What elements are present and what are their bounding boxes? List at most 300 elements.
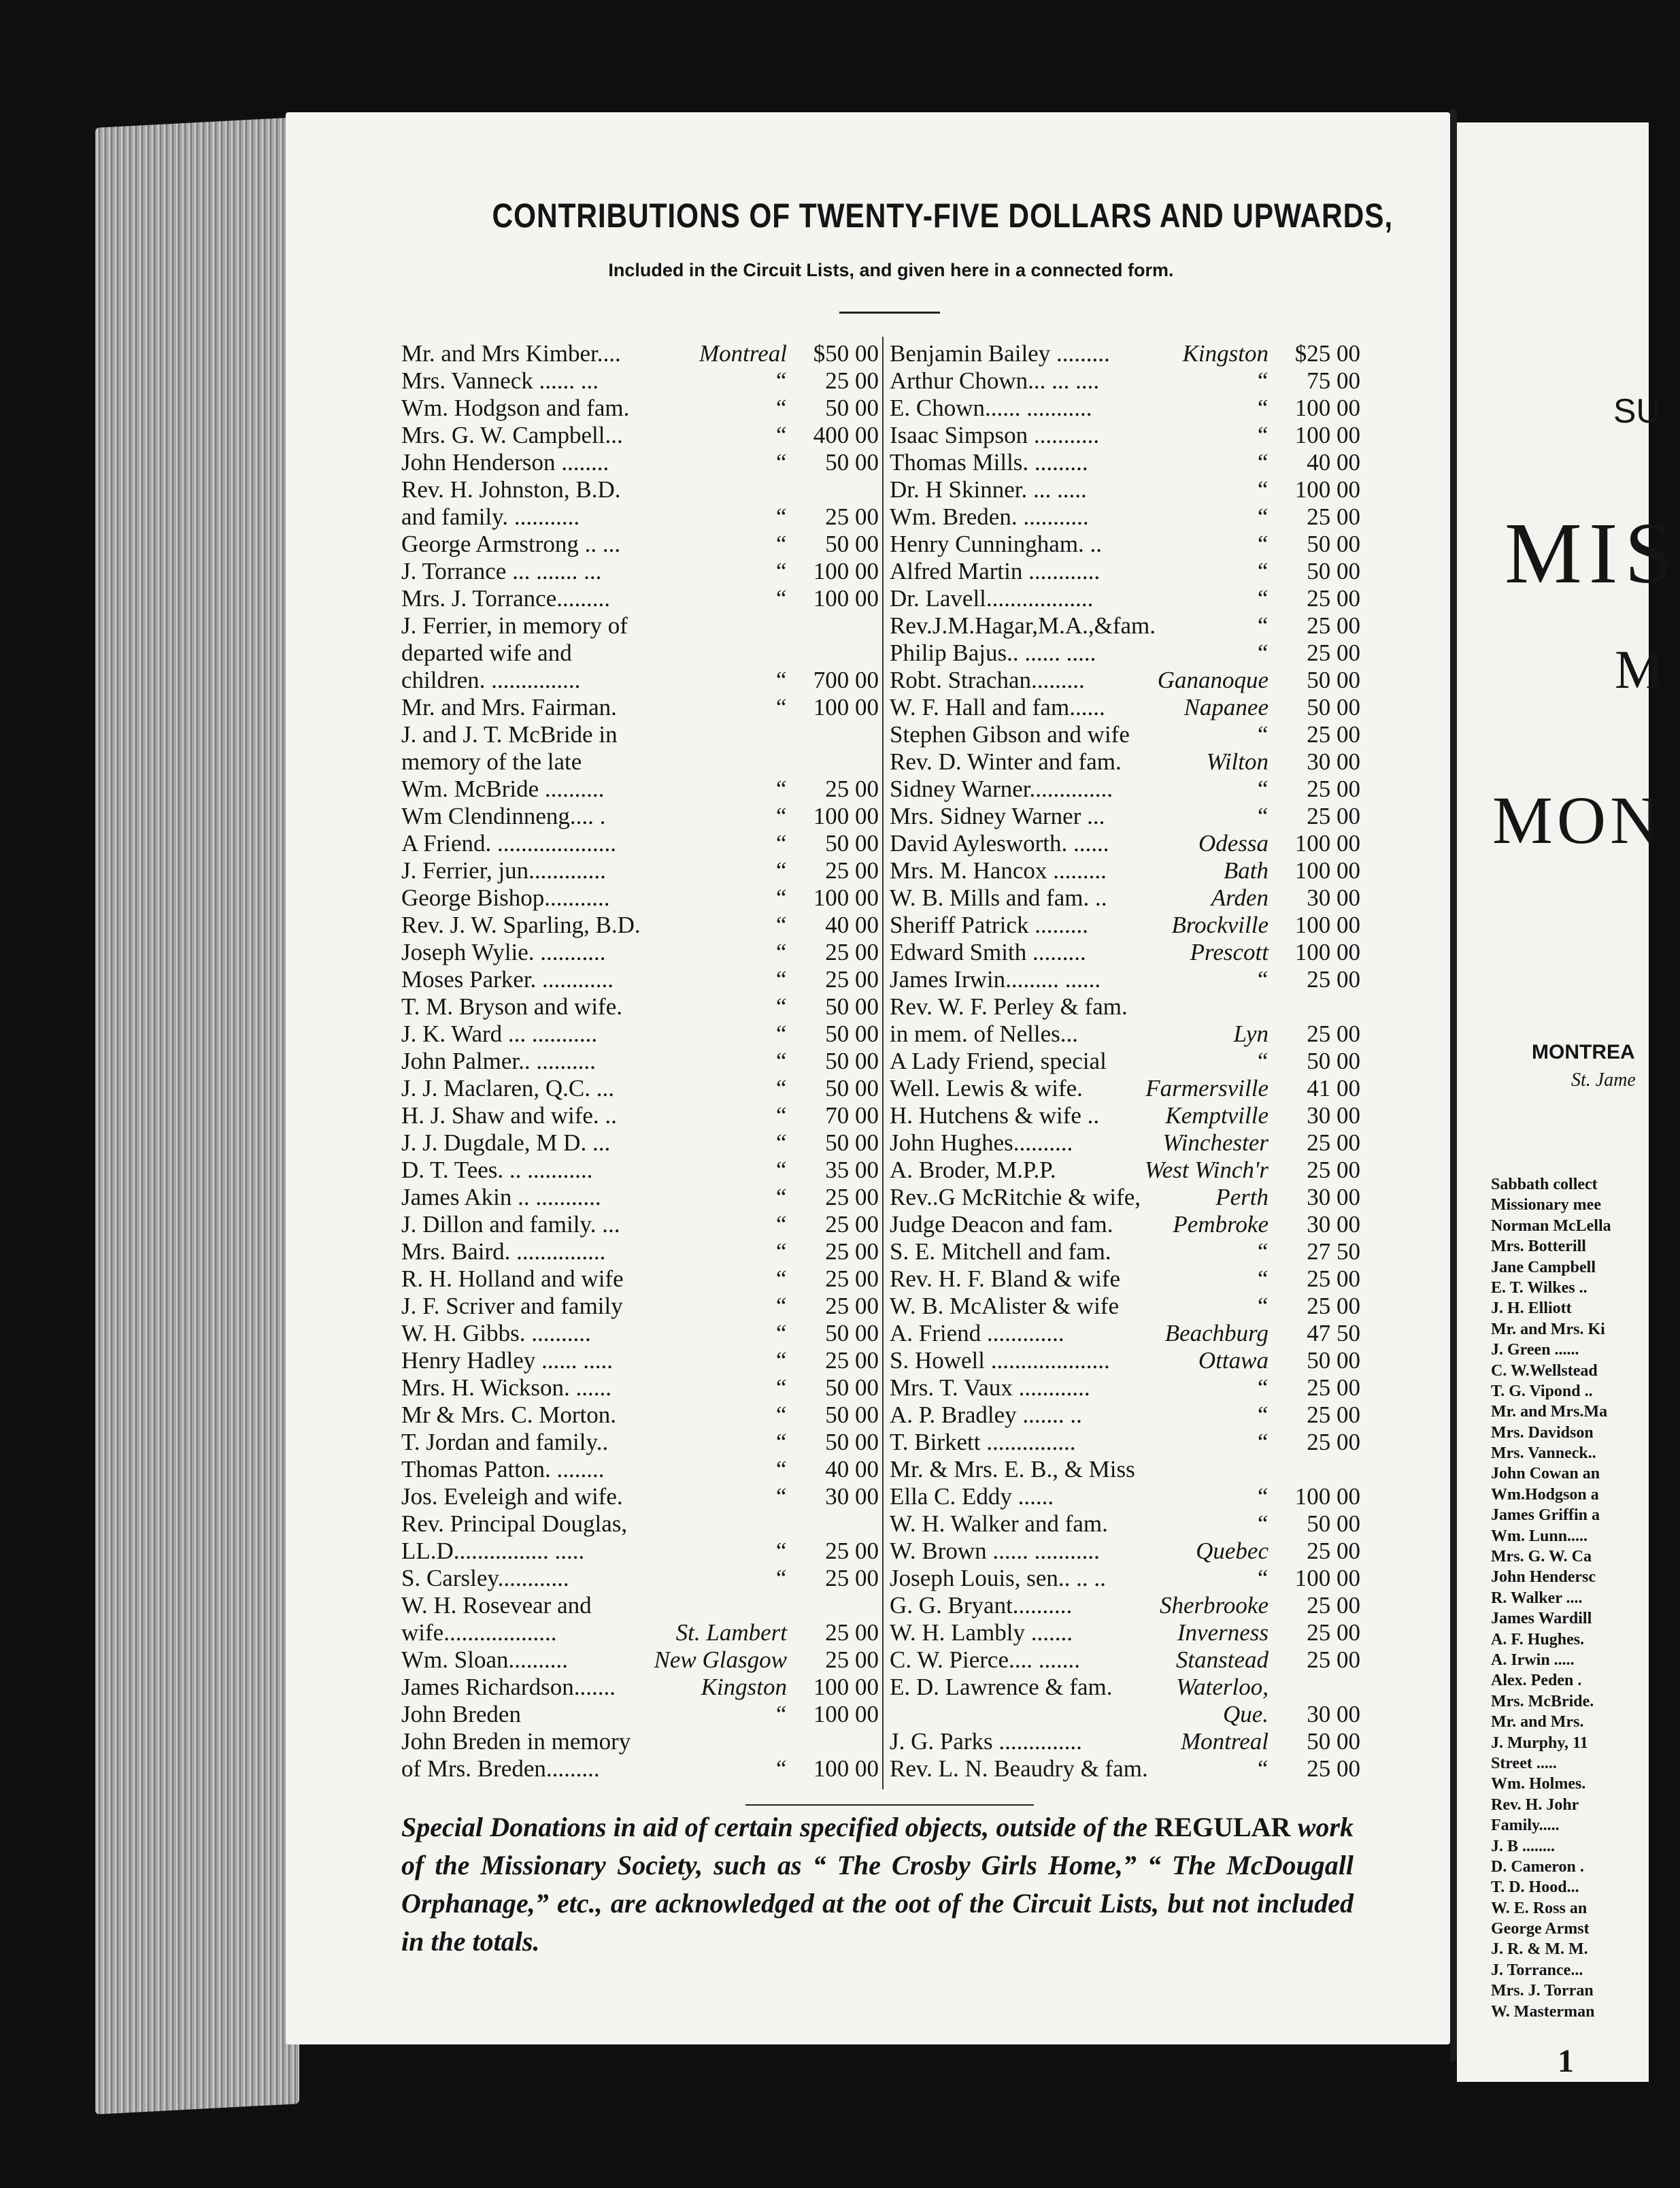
contributor-place: Ottawa [1198, 1347, 1269, 1374]
contributor-place: “ [1255, 1429, 1269, 1455]
right-page-row: Mr. and Mrs.Ma [1491, 1403, 1608, 1421]
contributor-place: “ [773, 395, 787, 421]
contributor-place: “ [1255, 776, 1269, 802]
right-page-row: John Cowan an [1491, 1465, 1600, 1483]
contributor-name: J. K. Ward ... ........... [401, 1021, 598, 1047]
title-rule [839, 312, 940, 314]
footnote [401, 1808, 1354, 1961]
contribution-amount: 25 00 [825, 1238, 879, 1265]
contribution-row [401, 1238, 879, 1265]
contribution-amount: 50 00 [825, 449, 879, 476]
contribution-row [890, 1510, 1360, 1538]
contributor-name: Ella C. Eddy ...... [890, 1483, 1054, 1510]
contributor-place: “ [773, 1293, 787, 1319]
contributor-place: “ [1255, 449, 1269, 476]
contributor-name: departed wife and [401, 640, 572, 666]
contributor-name: Mr. and Mrs Kimber.... [401, 340, 621, 367]
contribution-row [890, 748, 1360, 776]
contributor-name: Sidney Warner.............. [890, 776, 1113, 802]
contribution-row [890, 640, 1360, 667]
contribution-amount: 25 00 [825, 857, 879, 884]
contribution-amount: 25 00 [1307, 1021, 1360, 1047]
contributor-place: Odessa [1198, 830, 1269, 857]
contribution-row [401, 422, 879, 449]
contributor-place: Montreal [1181, 1728, 1269, 1755]
contributor-place: “ [1255, 1565, 1269, 1591]
contribution-row [890, 1238, 1360, 1265]
contributor-name: S. Carsley............ [401, 1565, 569, 1591]
contribution-amount: 40 00 [825, 1456, 879, 1482]
right-page-row: Mr. and Mrs. Ki [1491, 1320, 1605, 1338]
contributor-name: J. Ferrier, in memory of [401, 612, 628, 639]
contributor-place: Wilton [1206, 748, 1269, 775]
contributor-name: in mem. of Nelles... [890, 1021, 1079, 1047]
contributor-place: “ [773, 558, 787, 584]
contributor-name: H. Hutchens & wife .. [890, 1102, 1100, 1129]
contribution-row [890, 1429, 1360, 1456]
right-page-row: Wm. Holmes. [1491, 1775, 1586, 1793]
contribution-amount: 50 00 [825, 1374, 879, 1401]
contribution-row [401, 748, 879, 776]
contribution-row [401, 1347, 879, 1374]
contribution-amount: 30 00 [1307, 1211, 1360, 1238]
right-page-row: Jane Campbell [1491, 1258, 1596, 1276]
contributor-name: G. G. Bryant.......... [890, 1592, 1073, 1619]
contribution-amount: 50 00 [1307, 1728, 1360, 1755]
contribution-row [401, 1701, 879, 1728]
contribution-amount: 25 00 [1307, 1619, 1360, 1646]
contributor-place: Waterloo, [1176, 1674, 1269, 1700]
contribution-row [890, 558, 1360, 585]
contributor-name: A Lady Friend, special [890, 1048, 1107, 1074]
contributor-name: Isaac Simpson ........... [890, 422, 1100, 448]
contribution-amount: 50 00 [1307, 531, 1360, 557]
contribution-amount: $50 00 [813, 340, 879, 367]
left-contribution-list [401, 340, 879, 1783]
contribution-amount: 25 00 [825, 367, 879, 394]
contributor-place: “ [773, 1102, 787, 1129]
contribution-amount: 100 00 [1294, 1483, 1360, 1510]
contribution-row [890, 803, 1360, 830]
contributor-place: “ [773, 367, 787, 394]
contributor-name: Wm. McBride .......... [401, 776, 605, 802]
contribution-amount: 25 00 [1307, 585, 1360, 612]
contributor-place: Farmersville [1145, 1075, 1269, 1101]
right-page-row: J. Murphy, 11 [1491, 1734, 1588, 1752]
contribution-amount: 40 00 [825, 912, 879, 938]
contributor-place: “ [773, 830, 787, 857]
contribution-amount: 100 00 [813, 803, 879, 829]
contributor-place: “ [773, 422, 787, 448]
contributor-name: George Bishop........... [401, 884, 610, 911]
contribution-amount: 25 00 [1307, 1265, 1360, 1292]
contributor-place: “ [773, 1374, 787, 1401]
book-gutter [1450, 109, 1457, 2061]
contributor-name: Thomas Mills. ......... [890, 449, 1088, 476]
contributor-place: “ [773, 803, 787, 829]
contribution-amount: 25 00 [1307, 503, 1360, 530]
contribution-amount: 100 00 [813, 1755, 879, 1782]
contributor-name: Mrs. Baird. ............... [401, 1238, 606, 1265]
contributor-place: Beachburg [1164, 1320, 1269, 1346]
right-page-row: Sabbath collect [1491, 1176, 1598, 1193]
right-page-row: J. B ........ [1491, 1837, 1556, 1855]
contributor-name: Stephen Gibson and wife [890, 721, 1130, 748]
right-page-row: Rev. H. Johr [1491, 1795, 1579, 1814]
contribution-row [890, 1048, 1360, 1075]
contributor-name: James Irwin......... ...... [890, 966, 1101, 993]
contribution-row [401, 694, 879, 721]
contributor-name: memory of the late [401, 748, 582, 775]
contributor-name: Wm. Hodgson and fam. [401, 395, 630, 421]
contributor-name: Rev. W. F. Perley & fam. [890, 993, 1128, 1020]
contribution-amount: 100 00 [1294, 1565, 1360, 1591]
right-page-row: J. Torrance... [1491, 1961, 1583, 1979]
contributor-name: Jos. Eveleigh and wife. [401, 1483, 623, 1510]
contributor-name: Rev. J. W. Sparling, B.D. [401, 912, 641, 938]
contribution-row [890, 1402, 1360, 1429]
contribution-row [890, 612, 1360, 640]
contribution-row [890, 1157, 1360, 1184]
contributor-place: “ [773, 1538, 787, 1564]
right-page-row: E. T. Wilkes .. [1491, 1278, 1587, 1297]
contributor-name: T. M. Bryson and wife. [401, 993, 622, 1020]
contribution-amount: 25 00 [1307, 1592, 1360, 1619]
contributor-name: Rev..G McRitchie & wife, [890, 1184, 1141, 1210]
contributor-place: Inverness [1177, 1619, 1269, 1646]
right-page-row: John Hendersc [1491, 1568, 1596, 1587]
contributor-name: Mrs. M. Hancox ......... [890, 857, 1107, 884]
contributor-name: J. G. Parks .............. [890, 1728, 1082, 1755]
contribution-row [890, 1374, 1360, 1402]
contribution-amount: 25 00 [1307, 1646, 1360, 1673]
contributor-place: “ [773, 993, 787, 1020]
contribution-amount: 50 00 [825, 1075, 879, 1101]
contribution-row [890, 1265, 1360, 1293]
contribution-amount: 25 00 [1307, 1374, 1360, 1401]
contribution-amount: 75 00 [1307, 367, 1360, 394]
right-page-row: Mrs. G. W. Ca [1491, 1548, 1592, 1566]
right-page-row: Mrs. Vanneck.. [1491, 1444, 1596, 1463]
contributor-place: “ [773, 585, 787, 612]
contribution-amount: 50 00 [825, 1429, 879, 1455]
contribution-amount: 25 00 [1307, 776, 1360, 802]
right-page-row: James Wardill [1491, 1610, 1592, 1628]
contribution-row [401, 1265, 879, 1293]
contributor-place: “ [773, 884, 787, 911]
contributor-place: “ [773, 694, 787, 720]
contribution-amount: 25 00 [1307, 721, 1360, 748]
right-page-su: SU [1613, 392, 1661, 430]
right-page-row: A. F. Hughes. [1491, 1630, 1585, 1648]
contributor-place: “ [773, 1238, 787, 1265]
contributor-place: Napanee [1183, 694, 1269, 720]
contributor-name: John Palmer.. .......... [401, 1048, 596, 1074]
contributor-name: J. and J. T. McBride in [401, 721, 618, 748]
contribution-amount: 25 00 [825, 966, 879, 993]
contribution-amount: 50 00 [1307, 1510, 1360, 1537]
page-subtitle: Included in the Circuit Lists, and given here in a connected form. [608, 260, 1174, 280]
contribution-row [890, 340, 1360, 367]
contribution-row [401, 667, 879, 694]
contributor-place: “ [1255, 1265, 1269, 1292]
contribution-row [401, 1674, 879, 1701]
contribution-row [890, 721, 1360, 748]
contribution-row [890, 1211, 1360, 1238]
contribution-amount: 30 00 [825, 1483, 879, 1510]
contribution-row [401, 1483, 879, 1510]
contributor-place: “ [1255, 503, 1269, 530]
contributor-name: Benjamin Bailey ......... [890, 340, 1110, 367]
contributor-place: Lyn [1233, 1021, 1269, 1047]
contributor-place: “ [1255, 422, 1269, 448]
contribution-amount: 100 00 [1294, 830, 1360, 857]
contributor-place: Montreal [699, 340, 787, 367]
contribution-amount: 25 00 [825, 1646, 879, 1673]
contributor-name: T. Birkett ............... [890, 1429, 1076, 1455]
contributor-name: John Henderson ........ [401, 449, 609, 476]
book-page-edges [95, 117, 299, 2115]
contributor-place: “ [773, 1021, 787, 1047]
contribution-row [890, 1483, 1360, 1510]
contributor-name: Robt. Strachan......... [890, 667, 1085, 693]
contributor-place: “ [1255, 721, 1269, 748]
right-page-row: Missionary mee [1491, 1196, 1601, 1214]
contributor-place: “ [1255, 1048, 1269, 1074]
contribution-amount: 100 00 [1294, 939, 1360, 965]
contribution-amount: 100 00 [1294, 395, 1360, 421]
right-page-row: Mrs. Botterill [1491, 1238, 1586, 1256]
right-page-row: George Armst [1491, 1920, 1590, 1938]
contributor-place: “ [773, 1429, 787, 1455]
right-page-row: W. E. Ross an [1491, 1899, 1587, 1917]
contribution-row [890, 1293, 1360, 1320]
contribution-row [401, 1075, 879, 1102]
contribution-amount: 30 00 [1307, 1184, 1360, 1210]
contribution-row [890, 776, 1360, 803]
contributor-place: “ [773, 449, 787, 476]
contribution-row [401, 1293, 879, 1320]
contributor-place: “ [773, 776, 787, 802]
contributor-name: Judge Deacon and fam. [890, 1211, 1113, 1238]
contributor-name: Wm Clendinneng.... . [401, 803, 606, 829]
contributor-place: “ [773, 1157, 787, 1183]
right-page-row: A. Irwin ..... [1491, 1651, 1575, 1669]
contributor-name: Rev. Principal Douglas, [401, 1510, 628, 1537]
contribution-amount: 50 00 [825, 993, 879, 1020]
contributor-place: “ [1255, 1510, 1269, 1537]
contribution-row [890, 966, 1360, 993]
contribution-amount: 50 00 [1307, 694, 1360, 720]
right-page-row: T. D. Hood... [1491, 1878, 1579, 1897]
contributor-name: and family. ........... [401, 503, 580, 530]
contribution-amount: 25 00 [1307, 803, 1360, 829]
contributor-name: W. H. Lambly ....... [890, 1619, 1073, 1646]
contributor-name: John Breden in memory [401, 1728, 631, 1755]
contributor-name: E. Chown...... ........... [890, 395, 1092, 421]
contribution-amount: 50 00 [825, 1320, 879, 1346]
contribution-amount: 400 00 [813, 422, 879, 448]
contributor-name: W. H. Rosevear and [401, 1592, 592, 1619]
contribution-amount: 25 00 [825, 1347, 879, 1374]
contribution-row [890, 1347, 1360, 1374]
contribution-amount: 50 00 [825, 1021, 879, 1047]
right-page-subheading: St. Jame [1571, 1070, 1636, 1091]
contributor-place: St. Lambert [675, 1619, 787, 1646]
contribution-row [401, 640, 879, 667]
contribution-amount: 47 50 [1307, 1320, 1360, 1346]
contribution-row [890, 667, 1360, 694]
contributor-name: J. J. Maclaren, Q.C. ... [401, 1075, 615, 1101]
contribution-row [401, 1211, 879, 1238]
contributor-name: Dr. Lavell.................. [890, 585, 1094, 612]
contributor-name: John Hughes.......... [890, 1129, 1073, 1156]
column-divider [882, 337, 884, 1789]
contributor-name: LL.D................ ..... [401, 1538, 585, 1564]
right-page-row: J. Green ...... [1491, 1341, 1579, 1359]
page-title: CONTRIBUTIONS OF TWENTY-FIVE DOLLARS AND UPWARDS, [492, 197, 1393, 235]
contributor-place: “ [773, 667, 787, 693]
contributor-place: “ [773, 939, 787, 965]
contributor-name: C. W. Pierce.... ....... [890, 1646, 1080, 1673]
contribution-amount: 70 00 [825, 1102, 879, 1129]
contribution-row [890, 884, 1360, 912]
contribution-amount: 27 50 [1307, 1238, 1360, 1265]
contributor-name: J. J. Dugdale, M D. ... [401, 1129, 611, 1156]
contribution-amount: 50 00 [825, 1129, 879, 1156]
contribution-row [401, 1755, 879, 1783]
right-page-row: Alex. Peden . [1491, 1672, 1582, 1690]
contribution-row [401, 367, 879, 395]
right-page-row: R. Walker .... [1491, 1589, 1583, 1607]
contribution-amount: 25 00 [1307, 612, 1360, 639]
contribution-row [890, 1184, 1360, 1211]
contribution-row [890, 1320, 1360, 1347]
contributor-place: “ [1255, 612, 1269, 639]
right-page-row: Street ..... [1491, 1754, 1557, 1772]
contributor-name: J. Ferrier, jun............. [401, 857, 606, 884]
contributor-place: “ [773, 1402, 787, 1428]
right-page-row: T. G. Vipond .. [1491, 1382, 1593, 1400]
contributor-name: Mrs. G. W. Campbell... [401, 422, 623, 448]
contributor-place: “ [1255, 367, 1269, 394]
contribution-row [890, 993, 1360, 1021]
right-page-mis: MIS [1505, 505, 1680, 601]
contribution-row [401, 1048, 879, 1075]
contributor-name: J. Dillon and family. ... [401, 1211, 620, 1238]
contribution-row [890, 585, 1360, 612]
contribution-row [401, 1456, 879, 1483]
contribution-amount: 30 00 [1307, 884, 1360, 911]
contributor-place: Perth [1215, 1184, 1269, 1210]
contributor-name: T. Jordan and family.. [401, 1429, 609, 1455]
contribution-amount: 100 00 [813, 1701, 879, 1727]
contributor-name: Moses Parker. ............ [401, 966, 614, 993]
contributor-place: Winchester [1162, 1129, 1269, 1156]
right-page-mon: MON [1492, 782, 1664, 858]
contributor-name: J. Torrance ... ....... ... [401, 558, 602, 584]
contribution-row [890, 1619, 1360, 1646]
contribution-amount: 25 00 [1307, 966, 1360, 993]
contributor-place: “ [1255, 803, 1269, 829]
contribution-row [890, 476, 1360, 503]
contributor-place: “ [773, 1320, 787, 1346]
right-page-row: Wm.Hodgson a [1491, 1485, 1599, 1504]
contribution-amount: 25 00 [825, 503, 879, 530]
contributor-name: Henry Cunningham. .. [890, 531, 1103, 557]
contributor-place: “ [1255, 476, 1269, 503]
contribution-amount: 35 00 [825, 1157, 879, 1183]
contribution-amount: 100 00 [1294, 422, 1360, 448]
contributor-place: Arden [1211, 884, 1269, 911]
contribution-row [890, 830, 1360, 857]
contributor-place: “ [773, 1483, 787, 1510]
contributor-name: Sheriff Patrick ......... [890, 912, 1088, 938]
contributor-place: “ [1255, 1755, 1269, 1782]
contribution-row [890, 1102, 1360, 1129]
contribution-row [890, 1565, 1360, 1592]
contributor-name: E. D. Lawrence & fam. [890, 1674, 1113, 1700]
footnote-text-1: Special Donations in aid of certain specified objects, outside of the [401, 1812, 1148, 1842]
contributor-place: “ [773, 1456, 787, 1482]
contributor-name: George Armstrong .. ... [401, 531, 621, 557]
contribution-row [401, 1157, 879, 1184]
contribution-row [401, 1184, 879, 1211]
contributor-name: W. F. Hall and fam...... [890, 694, 1105, 720]
contributor-place: “ [1255, 1238, 1269, 1265]
contributor-name: Joseph Louis, sen.. .. .. [890, 1565, 1106, 1591]
contribution-row [401, 476, 879, 503]
contribution-row [401, 966, 879, 993]
contribution-row [401, 1374, 879, 1402]
contributor-name: Mrs. J. Torrance......... [401, 585, 610, 612]
contribution-row [401, 884, 879, 912]
contribution-amount: 25 00 [825, 1265, 879, 1292]
contribution-amount: 25 00 [1307, 1755, 1360, 1782]
contribution-row [890, 1021, 1360, 1048]
footnote-regular: REGULAR [1154, 1812, 1291, 1842]
contribution-row [401, 449, 879, 476]
contributor-name: James Richardson....... [401, 1674, 616, 1700]
contributor-place: “ [1255, 1293, 1269, 1319]
contribution-amount: 30 00 [1307, 1701, 1360, 1727]
contributor-name: Mrs. H. Wickson. ...... [401, 1374, 612, 1401]
contribution-amount: 25 00 [825, 1211, 879, 1238]
contribution-amount: 25 00 [1307, 1538, 1360, 1564]
contribution-amount: 50 00 [825, 1402, 879, 1428]
contribution-amount: 100 00 [813, 694, 879, 720]
contribution-row [401, 1565, 879, 1592]
right-page-row: J. H. Elliott [1491, 1299, 1572, 1318]
contribution-amount: 25 00 [1307, 1293, 1360, 1319]
contributor-place: “ [1255, 1402, 1269, 1428]
contributor-place: “ [1255, 585, 1269, 612]
contributor-place: Kingston [1182, 340, 1269, 367]
contribution-amount: 25 00 [1307, 640, 1360, 666]
contribution-row [401, 1592, 879, 1619]
footnote-rule [745, 1804, 1034, 1806]
contribution-amount: 100 00 [813, 1674, 879, 1700]
contributor-place: Kingston [701, 1674, 787, 1700]
contribution-row [401, 1510, 879, 1538]
contribution-amount: 25 00 [1307, 1129, 1360, 1156]
contributor-name: Dr. H Skinner. ... ..... [890, 476, 1087, 503]
contributor-place: West Winch'r [1144, 1157, 1269, 1183]
contribution-amount: 50 00 [825, 830, 879, 857]
contributor-name: W. Brown ...... ........... [890, 1538, 1100, 1564]
contributor-place: “ [773, 1701, 787, 1727]
contribution-row [401, 721, 879, 748]
